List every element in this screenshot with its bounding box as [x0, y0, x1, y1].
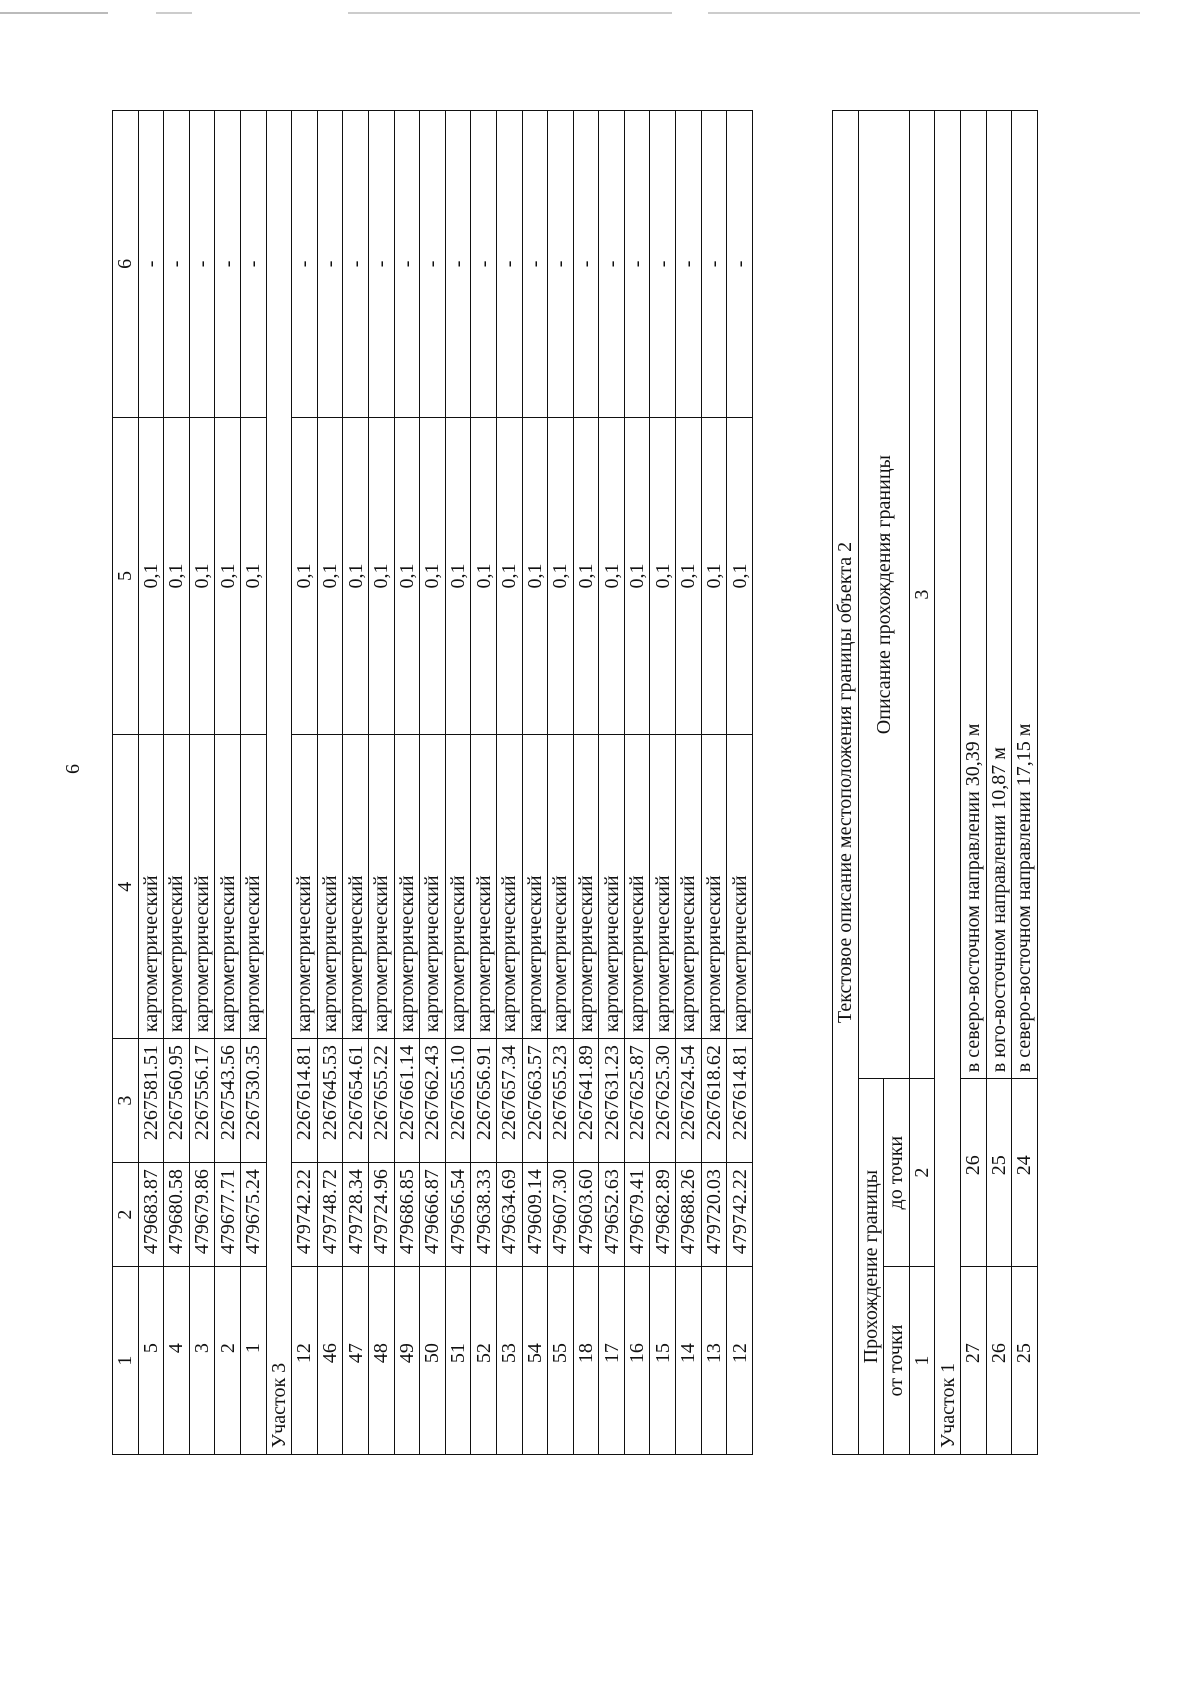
point-number-cell: 46 — [317, 1267, 343, 1455]
point-number-cell: 52 — [471, 1267, 497, 1455]
x-coordinate-cell: 479656.54 — [445, 1163, 471, 1267]
extra-cell: - — [650, 111, 676, 418]
y-coordinate-cell: 2267662.43 — [420, 1039, 446, 1163]
y-coordinate-cell: 2267618.62 — [701, 1039, 727, 1163]
description-header: Описание прохождения границы — [858, 111, 909, 1079]
column-number-row — [909, 111, 935, 1455]
table-row — [292, 111, 318, 1455]
point-number-cell: 12 — [292, 1267, 318, 1455]
accuracy-cell: 0,1 — [496, 417, 522, 735]
method-cell: картометрический — [727, 735, 753, 1039]
header-cell: 3 — [113, 1039, 139, 1163]
table-row — [676, 111, 702, 1455]
y-coordinate-cell: 2267581.51 — [138, 1039, 164, 1163]
point-number-cell: 12 — [727, 1267, 753, 1455]
point-number-cell: 5 — [138, 1267, 164, 1455]
accuracy-cell: 0,1 — [548, 417, 574, 735]
y-coordinate-cell: 2267543.56 — [215, 1039, 241, 1163]
header-row — [113, 111, 139, 1455]
from-point-cell: 25 — [1012, 1267, 1038, 1455]
description-cell: в северо-восточном направлении 30,39 м — [960, 111, 986, 1079]
table-row — [522, 111, 548, 1455]
x-coordinate-cell: 479634.69 — [496, 1163, 522, 1267]
y-coordinate-cell: 2267657.34 — [496, 1039, 522, 1163]
accuracy-cell: 0,1 — [624, 417, 650, 735]
point-number-cell: 16 — [624, 1267, 650, 1455]
table-row — [394, 111, 420, 1455]
table-row — [420, 111, 446, 1455]
table-row — [548, 111, 574, 1455]
to-point-cell: 26 — [960, 1079, 986, 1267]
point-number-cell: 1 — [240, 1267, 266, 1455]
y-coordinate-cell: 2267530.35 — [240, 1039, 266, 1163]
caption-row — [833, 111, 859, 1455]
y-coordinate-cell: 2267614.81 — [292, 1039, 318, 1163]
rotated-content — [112, 95, 1072, 1455]
table-row — [986, 111, 1012, 1455]
table-row — [960, 111, 986, 1455]
header-cell: 4 — [113, 735, 139, 1039]
y-coordinate-cell: 2267614.81 — [727, 1039, 753, 1163]
from-point-cell: 26 — [986, 1267, 1012, 1455]
method-cell: картометрический — [471, 735, 497, 1039]
accuracy-cell: 0,1 — [138, 417, 164, 735]
extra-cell: - — [343, 111, 369, 418]
table-row — [573, 111, 599, 1455]
x-coordinate-cell: 479720.03 — [701, 1163, 727, 1267]
extra-cell: - — [701, 111, 727, 418]
scan-edge — [0, 12, 1200, 14]
y-coordinate-cell: 2267560.95 — [164, 1039, 190, 1163]
y-coordinate-cell: 2267663.57 — [522, 1039, 548, 1163]
table-row — [1012, 111, 1038, 1455]
method-cell: картометрический — [599, 735, 625, 1039]
method-cell: картометрический — [240, 735, 266, 1039]
y-coordinate-cell: 2267655.23 — [548, 1039, 574, 1163]
section-row — [266, 111, 292, 1455]
x-coordinate-cell: 479682.89 — [650, 1163, 676, 1267]
x-coordinate-cell: 479680.58 — [164, 1163, 190, 1267]
y-coordinate-cell: 2267631.23 — [599, 1039, 625, 1163]
x-coordinate-cell: 479675.24 — [240, 1163, 266, 1267]
extra-cell: - — [522, 111, 548, 418]
x-coordinate-cell: 479742.22 — [292, 1163, 318, 1267]
accuracy-cell: 0,1 — [599, 417, 625, 735]
page-number: 6 — [62, 764, 84, 774]
table-row — [727, 111, 753, 1455]
x-coordinate-cell: 479679.41 — [624, 1163, 650, 1267]
extra-cell: - — [727, 111, 753, 418]
point-number-cell: 15 — [650, 1267, 676, 1455]
table-row — [215, 111, 241, 1455]
table-row — [343, 111, 369, 1455]
to-point-header: до точки — [884, 1079, 910, 1267]
method-cell: картометрический — [164, 735, 190, 1039]
y-coordinate-cell: 2267556.17 — [189, 1039, 215, 1163]
point-number-cell: 18 — [573, 1267, 599, 1455]
table-row — [624, 111, 650, 1455]
extra-cell: - — [138, 111, 164, 418]
method-cell: картометрический — [573, 735, 599, 1039]
column-number: 2 — [909, 1079, 935, 1267]
accuracy-cell: 0,1 — [394, 417, 420, 735]
group-header-row — [858, 111, 884, 1455]
method-cell: картометрический — [445, 735, 471, 1039]
accuracy-cell: 0,1 — [317, 417, 343, 735]
accuracy-cell: 0,1 — [215, 417, 241, 735]
method-cell: картометрический — [548, 735, 574, 1039]
point-number-cell: 48 — [368, 1267, 394, 1455]
extra-cell: - — [599, 111, 625, 418]
extra-cell: - — [164, 111, 190, 418]
method-cell: картометрический — [292, 735, 318, 1039]
header-cell: 5 — [113, 417, 139, 735]
extra-cell: - — [317, 111, 343, 418]
x-coordinate-cell: 479666.87 — [420, 1163, 446, 1267]
accuracy-cell: 0,1 — [522, 417, 548, 735]
from-point-header: от точки — [884, 1267, 910, 1455]
table-row — [445, 111, 471, 1455]
x-coordinate-cell: 479679.86 — [189, 1163, 215, 1267]
extra-cell: - — [496, 111, 522, 418]
accuracy-cell: 0,1 — [573, 417, 599, 735]
x-coordinate-cell: 479677.71 — [215, 1163, 241, 1267]
coordinates-table-body — [113, 111, 753, 1455]
accuracy-cell: 0,1 — [471, 417, 497, 735]
point-number-cell: 13 — [701, 1267, 727, 1455]
method-cell: картометрический — [189, 735, 215, 1039]
y-coordinate-cell: 2267641.89 — [573, 1039, 599, 1163]
method-cell: картометрический — [394, 735, 420, 1039]
x-coordinate-cell: 479652.63 — [599, 1163, 625, 1267]
point-number-cell: 2 — [215, 1267, 241, 1455]
point-number-cell: 17 — [599, 1267, 625, 1455]
x-coordinate-cell: 479603.60 — [573, 1163, 599, 1267]
from-point-cell: 27 — [960, 1267, 986, 1455]
table-row — [650, 111, 676, 1455]
table-row — [496, 111, 522, 1455]
method-cell: картометрический — [650, 735, 676, 1039]
extra-cell: - — [573, 111, 599, 418]
extra-cell: - — [394, 111, 420, 418]
table-row — [701, 111, 727, 1455]
description-cell: в северо-восточном направлении 17,15 м — [1012, 111, 1038, 1079]
table-row — [317, 111, 343, 1455]
method-cell: картометрический — [343, 735, 369, 1039]
accuracy-cell: 0,1 — [676, 417, 702, 735]
accuracy-cell: 0,1 — [701, 417, 727, 735]
y-coordinate-cell: 2267625.30 — [650, 1039, 676, 1163]
column-number: 1 — [909, 1267, 935, 1455]
table-row — [599, 111, 625, 1455]
extra-cell: - — [420, 111, 446, 418]
extra-cell: - — [292, 111, 318, 418]
method-cell: картометрический — [215, 735, 241, 1039]
extra-cell: - — [445, 111, 471, 418]
method-cell: картометрический — [676, 735, 702, 1039]
to-point-cell: 24 — [1012, 1079, 1038, 1267]
boundary-description-table — [832, 110, 1038, 1455]
coordinates-table — [112, 110, 753, 1455]
method-cell: картометрический — [368, 735, 394, 1039]
section-row — [935, 111, 961, 1455]
extra-cell: - — [189, 111, 215, 418]
method-cell: картометрический — [624, 735, 650, 1039]
table-caption: Текстовое описание местоположения границы объекта 2 — [833, 111, 859, 1455]
point-number-cell: 49 — [394, 1267, 420, 1455]
x-coordinate-cell: 479724.96 — [368, 1163, 394, 1267]
to-point-cell: 25 — [986, 1079, 1012, 1267]
y-coordinate-cell: 2267661.14 — [394, 1039, 420, 1163]
x-coordinate-cell: 479609.14 — [522, 1163, 548, 1267]
method-cell: картометрический — [522, 735, 548, 1039]
y-coordinate-cell: 2267654.61 — [343, 1039, 369, 1163]
extra-cell: - — [215, 111, 241, 418]
section-label: Участок 1 — [935, 111, 961, 1455]
point-number-cell: 54 — [522, 1267, 548, 1455]
point-number-cell: 50 — [420, 1267, 446, 1455]
x-coordinate-cell: 479742.22 — [727, 1163, 753, 1267]
x-coordinate-cell: 479748.72 — [317, 1163, 343, 1267]
table-row — [138, 111, 164, 1455]
extra-cell: - — [624, 111, 650, 418]
accuracy-cell: 0,1 — [189, 417, 215, 735]
table-row — [189, 111, 215, 1455]
accuracy-cell: 0,1 — [650, 417, 676, 735]
point-number-cell: 14 — [676, 1267, 702, 1455]
extra-cell: - — [471, 111, 497, 418]
y-coordinate-cell: 2267625.87 — [624, 1039, 650, 1163]
extra-cell: - — [240, 111, 266, 418]
table-row — [368, 111, 394, 1455]
x-coordinate-cell: 479638.33 — [471, 1163, 497, 1267]
accuracy-cell: 0,1 — [240, 417, 266, 735]
point-number-cell: 47 — [343, 1267, 369, 1455]
x-coordinate-cell: 479688.26 — [676, 1163, 702, 1267]
accuracy-cell: 0,1 — [445, 417, 471, 735]
point-number-cell: 3 — [189, 1267, 215, 1455]
method-cell: картометрический — [496, 735, 522, 1039]
header-cell: 1 — [113, 1267, 139, 1455]
method-cell: картометрический — [138, 735, 164, 1039]
y-coordinate-cell: 2267645.53 — [317, 1039, 343, 1163]
group-header: Прохождение границы — [858, 1079, 884, 1455]
y-coordinate-cell: 2267655.22 — [368, 1039, 394, 1163]
point-number-cell: 51 — [445, 1267, 471, 1455]
accuracy-cell: 0,1 — [727, 417, 753, 735]
method-cell: картометрический — [317, 735, 343, 1039]
description-cell: в юго-восточном направлении 10,87 м — [986, 111, 1012, 1079]
x-coordinate-cell: 479607.30 — [548, 1163, 574, 1267]
table-row — [240, 111, 266, 1455]
y-coordinate-cell: 2267655.10 — [445, 1039, 471, 1163]
column-number: 3 — [909, 111, 935, 1079]
x-coordinate-cell: 479686.85 — [394, 1163, 420, 1267]
accuracy-cell: 0,1 — [368, 417, 394, 735]
method-cell: картометрический — [701, 735, 727, 1039]
point-number-cell: 55 — [548, 1267, 574, 1455]
accuracy-cell: 0,1 — [164, 417, 190, 735]
y-coordinate-cell: 2267624.54 — [676, 1039, 702, 1163]
accuracy-cell: 0,1 — [292, 417, 318, 735]
accuracy-cell: 0,1 — [343, 417, 369, 735]
table-row — [164, 111, 190, 1455]
extra-cell: - — [368, 111, 394, 418]
table-row — [471, 111, 497, 1455]
method-cell: картометрический — [420, 735, 446, 1039]
x-coordinate-cell: 479728.34 — [343, 1163, 369, 1267]
accuracy-cell: 0,1 — [420, 417, 446, 735]
extra-cell: - — [548, 111, 574, 418]
point-number-cell: 4 — [164, 1267, 190, 1455]
point-number-cell: 53 — [496, 1267, 522, 1455]
header-cell: 2 — [113, 1163, 139, 1267]
y-coordinate-cell: 2267656.91 — [471, 1039, 497, 1163]
header-cell: 6 — [113, 111, 139, 418]
boundary-description-body — [833, 111, 1038, 1455]
extra-cell: - — [676, 111, 702, 418]
x-coordinate-cell: 479683.87 — [138, 1163, 164, 1267]
section-label: Участок 3 — [266, 111, 292, 1455]
